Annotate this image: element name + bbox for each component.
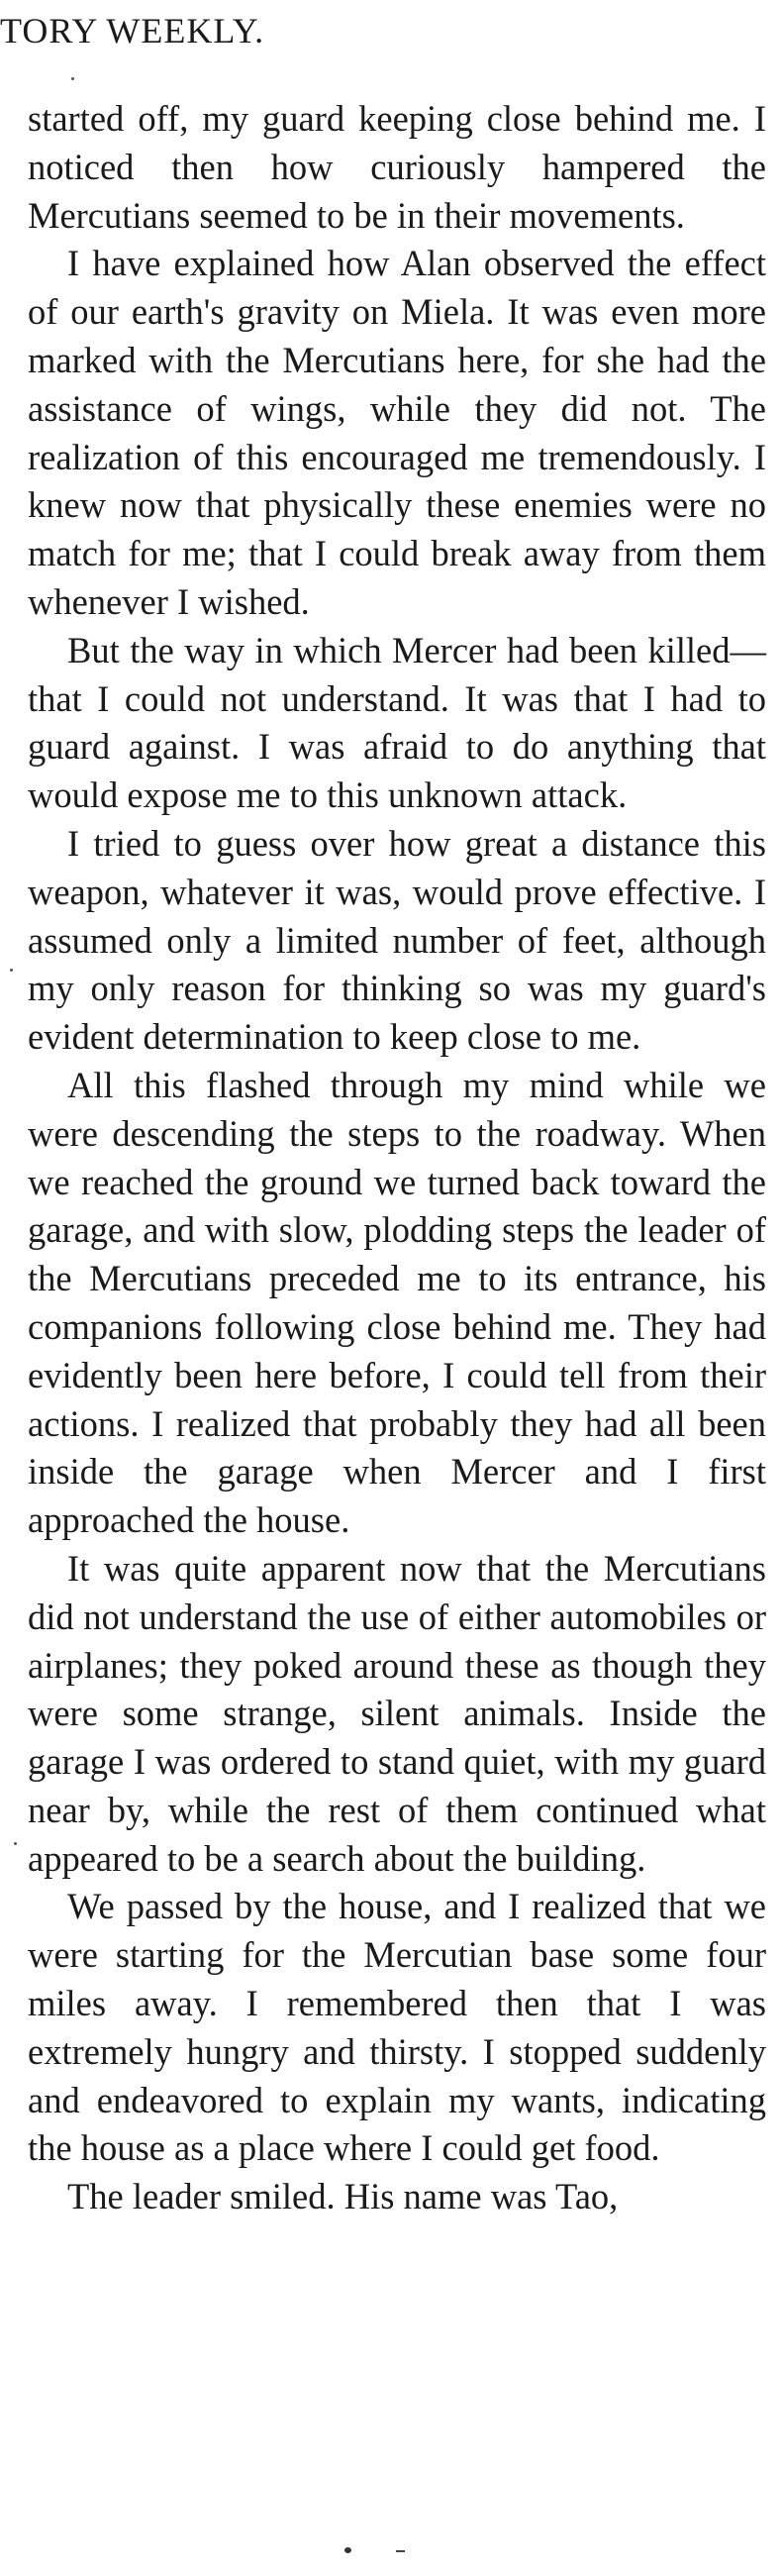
paragraph: started off, my guard keeping close behind me. I noticed then how curiously hampered the Mercutians seemed to be in their movements. xyxy=(28,98,766,236)
paragraph: The leader smiled. His name was Tao, xyxy=(67,2176,619,2217)
paragraph: I tried to guess over how great a distance this weapon, whatever it was, would prove effective. I assumed only a limited number of feet, although my only reason for thinking so was my guard's evident determination to keep close to me. xyxy=(28,822,766,1058)
paragraph: We passed by the house, and I realized that we were starting for the Mercutian base some four miles away. I remembered then that I was extremely hungry and thirsty. I stopped suddenly and endeavored to explain my wants, indicating the house as a place where I could get food. xyxy=(28,1886,766,2169)
printer-dash xyxy=(396,2550,405,2552)
paragraph: I have explained how Alan observed the effect of our earth's gravity on Miela. It was even more marked with the Mercutians here, for she had the assistance of wings, while they did not. The realization of this encouraged me tremendously. I knew now that physically these enemies were no match for me; that I could break away from them whenever I wished. xyxy=(28,243,766,622)
print-speck xyxy=(10,969,13,972)
article-body xyxy=(28,95,766,2221)
print-speck xyxy=(14,1842,17,1845)
printer-dot xyxy=(344,2547,351,2553)
print-speck xyxy=(71,77,74,80)
paragraph: All this flashed through my mind while we were descending the steps to the roadway. When we reached the ground we turned back toward the garage, and with slow, plodding steps the leader of the Mercutians preceded me to its entrance, his companions following close behind me. They had evidently been here before, I could tell from their actions. I realized that probably they had all been inside the garage when Mercer and I first approached the house. xyxy=(28,1064,766,1541)
running-head: TORY WEEKLY. xyxy=(0,11,265,51)
page-footer-marks xyxy=(0,2543,782,2563)
paragraph: It was quite apparent now that the Mercutians did not understand the use of either automobiles or airplanes; they poked around these as though they were some strange, silent animals. Inside the garage I was ordered to stand quiet, with my guard near by, while the rest of them continued what appeared to be a search about the building. xyxy=(28,1547,766,1879)
paragraph: But the way in which Mercer had been killed—that I could not understand. It was that I had to guard against. I was afraid to do anything that would expose me to this unknown attack. xyxy=(28,629,766,816)
